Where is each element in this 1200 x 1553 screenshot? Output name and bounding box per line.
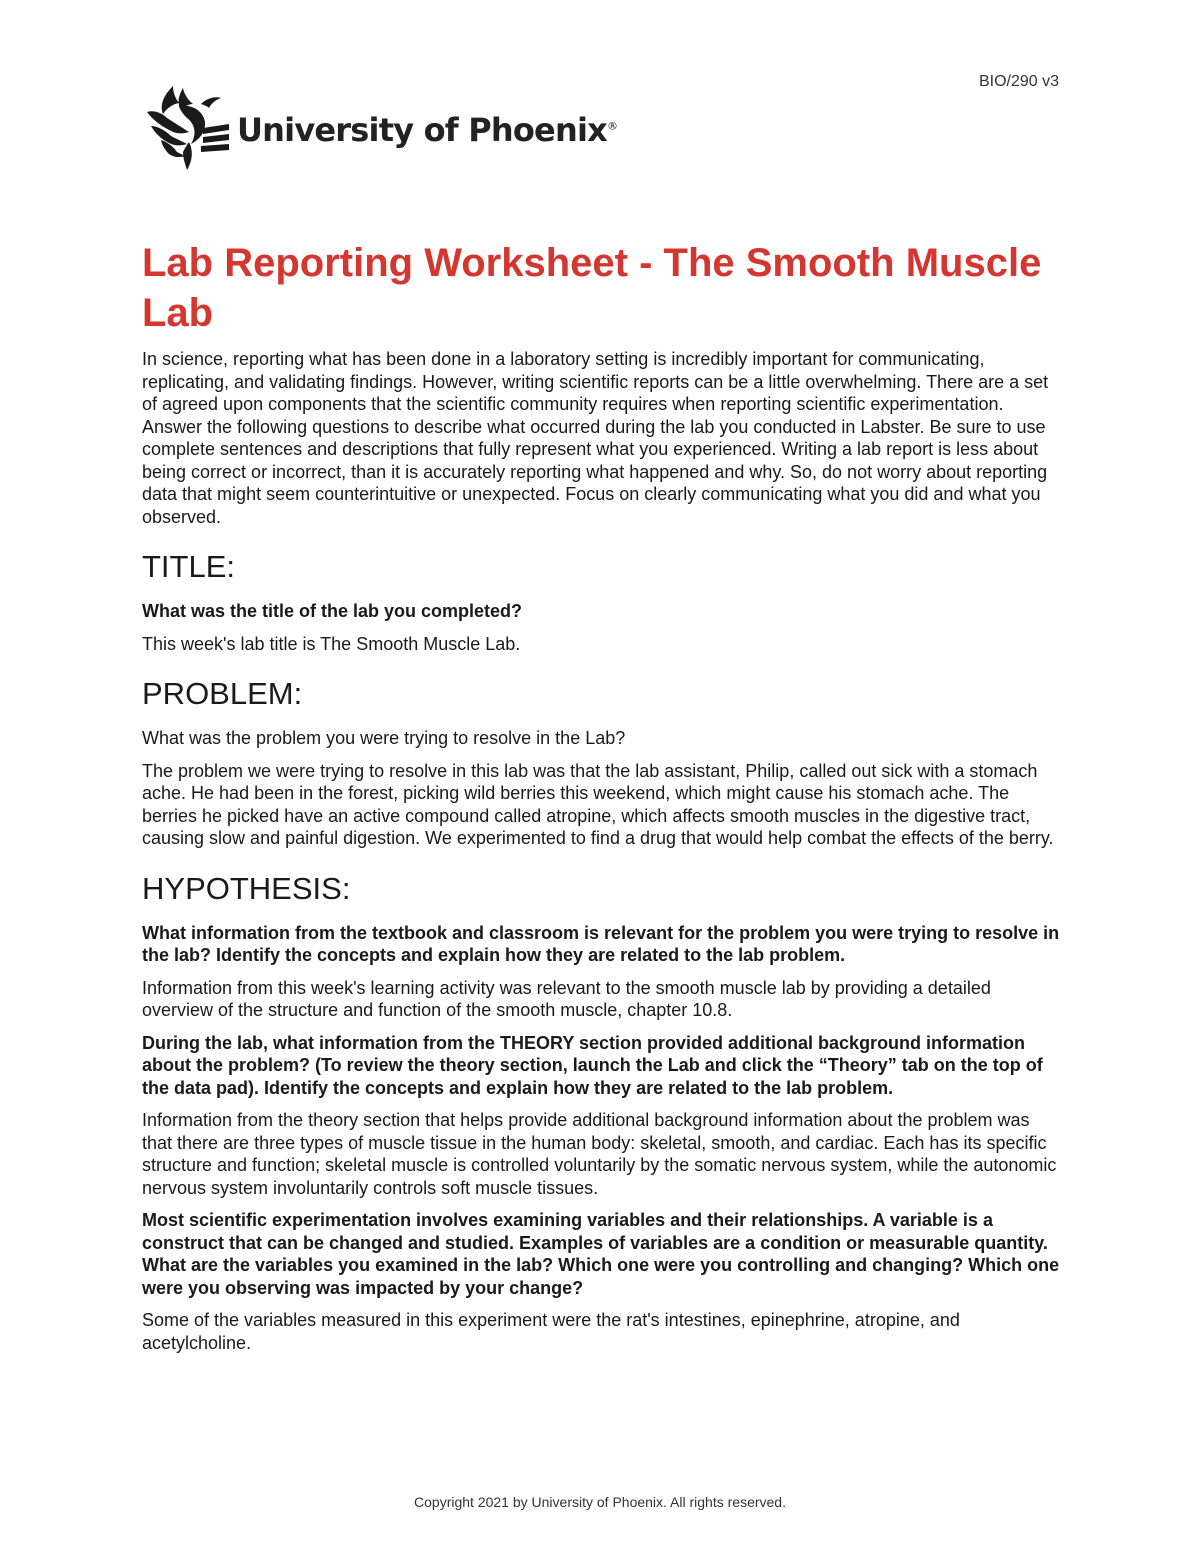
page-title: Lab Reporting Worksheet - The Smooth Muscle Lab (142, 241, 1042, 335)
registered-mark: ® (606, 119, 618, 133)
question-hypothesis-3: Most scientific experimentation involves examining variables and their relationships. A variable is a construct that can be changed and studied. Examples of variables are a condition or measurable quantity. What are the variables you examined in the lab? Which one were you controlling and changing? Which one were you observing was impacted by your change? (142, 1210, 1060, 1298)
answer-problem: The problem we were trying to resolve in this lab was that the lab assistant, Philip, called out sick with a stomach ache. He had been in the forest, picking wild berries this weekend, which might cause his stomach ache. The berries he picked have an active compound called atropine, which affects smooth muscles in the digestive tract, causing slow and painful digestion. We experimented to find a drug that would help combat the effects of the berry. (142, 760, 1054, 848)
section-heading-title: TITLE: (142, 549, 236, 584)
section-heading-hypothesis: HYPOTHESIS: (142, 870, 351, 906)
question-hypothesis-2: During the lab, what information from the THEORY section provided additional background information about the problem? (To review the theory section, launch the Lab and click the “Theory” tab on the top of the data pad). Identify the concepts and explain how they are related to the lab problem. (142, 1032, 1043, 1098)
section-heading-problem: PROBLEM: (142, 676, 303, 711)
logo-text: University of Phoenix® (237, 111, 618, 149)
answer-hypothesis-1: Information from this week's learning activity was relevant to the smooth muscle lab by providing a detailed overview of the structure and function of the smooth muscle, chapter 10.8. (142, 977, 991, 1020)
intro-paragraph: In science, reporting what has been done in a laboratory setting is incredibly important for communicating, replicating, and validating findings. However, writing scientific reports can be a little overwhelming. There are a set of agreed upon components that the scientific community requires when reporting scientific experimentation. Answer the following questions to describe what occurred during the lab you conducted in Labster. Be sure to use complete sentences and descriptions that fully represent what you experienced. Writing a lab report is less about being correct or incorrect, than it is accurately reporting what happened and why. So, do not worry about reporting data that might seem counterintuitive or unexpected. Focus on clearly communicating what you did and what you observed. (142, 349, 1049, 527)
answer-hypothesis-3: Some of the variables measured in this experiment were the rat's intestines, epinephrine, atropine, and acetylcholine. (142, 1310, 960, 1353)
copyright-footer: Copyright 2021 by University of Phoenix. All rights reserved. (414, 1494, 786, 1510)
worksheet-content (142, 238, 1062, 1354)
phoenix-bird-icon (143, 84, 229, 176)
answer-hypothesis-2: Information from the theory section that helps provide additional background information about the problem was that there are three types of muscle tissue in the human body: skeletal, smooth, and cardiac. Each has its specific structure and function; skeletal muscle is controlled voluntarily by the somatic nervous system, while the autonomic nervous system involuntarily controls soft muscle tissues. (142, 1110, 1057, 1198)
answer-title: This week's lab title is The Smooth Muscle Lab. (142, 633, 521, 654)
course-code: BIO/290 v3 (978, 73, 1059, 90)
question-hypothesis-1: What information from the textbook and classroom is relevant for the problem you were trying to resolve in the lab? Identify the concepts and explain how they are related to the lab problem. (142, 922, 1060, 965)
question-problem: What was the problem you were trying to resolve in the Lab? (142, 728, 626, 748)
university-logo (143, 84, 617, 176)
question-title: What was the title of the lab you completed? (142, 601, 523, 621)
